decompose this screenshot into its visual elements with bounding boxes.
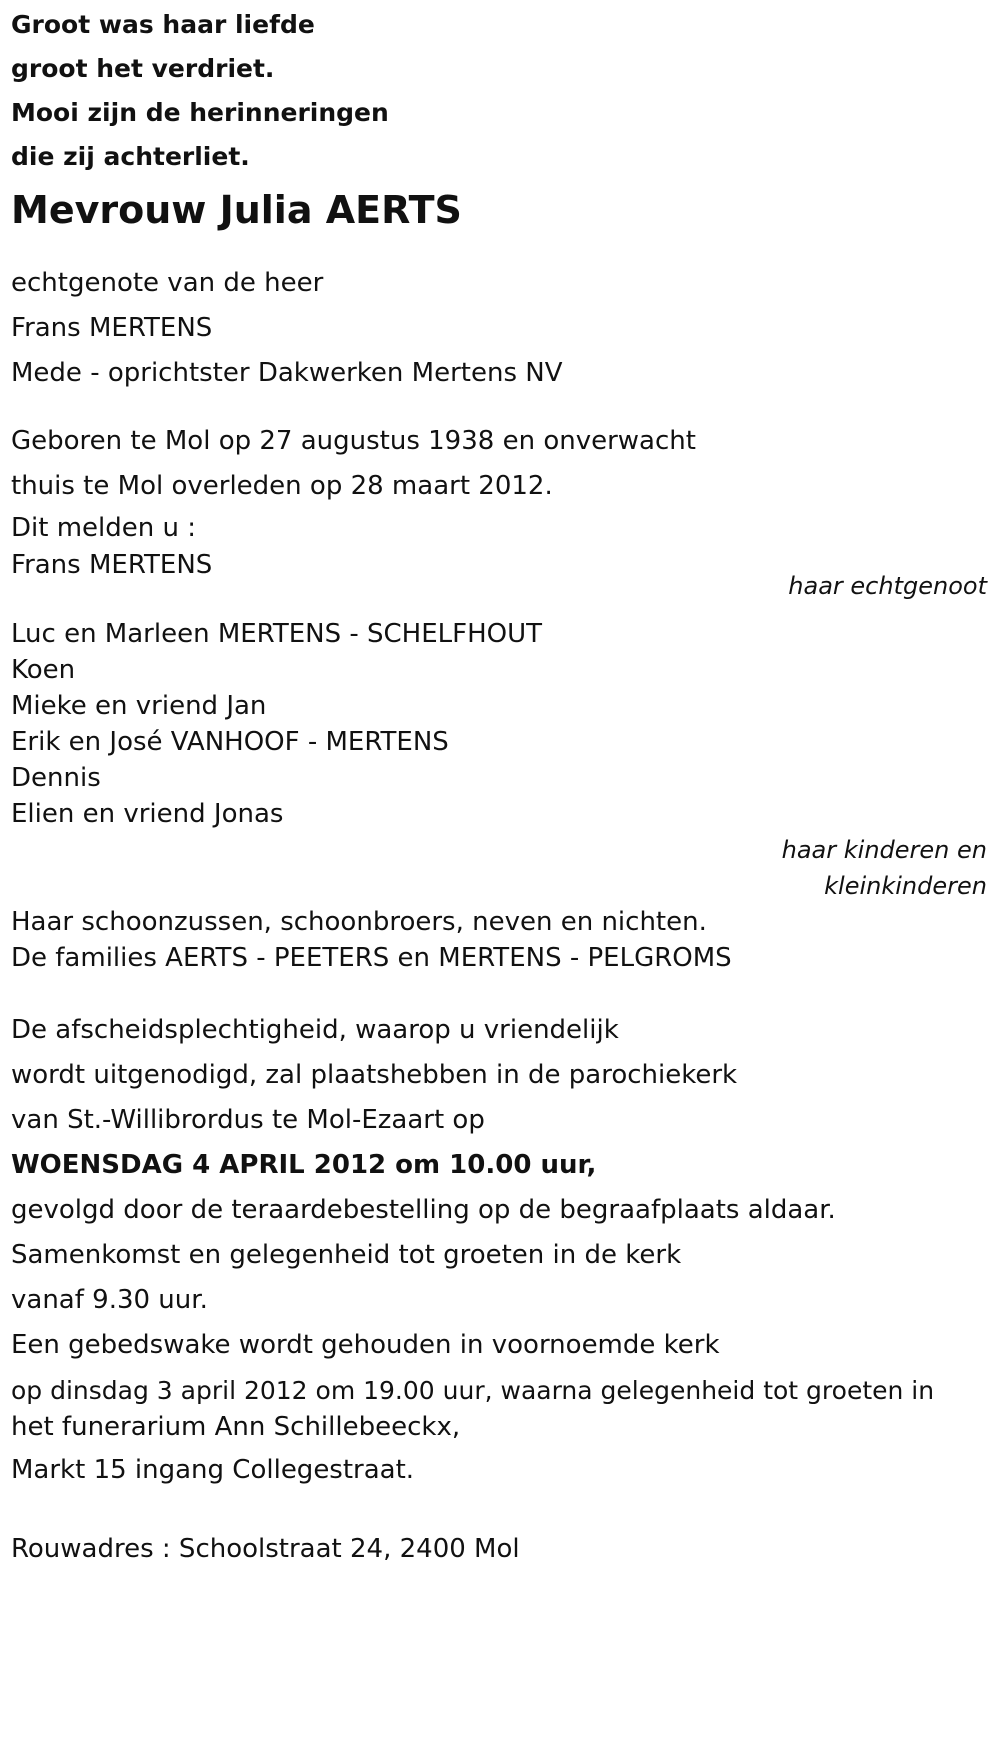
poem-line: die zij achterliet. — [11, 142, 250, 171]
ceremony-line: het funerarium Ann Schillebeeckx, — [11, 1411, 461, 1442]
list-item: Elien en vriend Jonas — [11, 798, 284, 829]
spouse-role: haar echtgenoot — [788, 571, 987, 600]
children-list — [11, 616, 989, 832]
list-item: Koen — [11, 654, 76, 685]
ceremony-line: van St.-Willibrordus te Mol-Ezaart op — [11, 1104, 485, 1135]
mourning-address: Rouwadres : Schoolstraat 24, 2400 Mol — [11, 1533, 520, 1564]
poem-line: Groot was haar liefde — [11, 10, 315, 39]
intro-block — [11, 261, 989, 396]
birth-line: Geboren te Mol op 27 augustus 1938 en onverwacht — [11, 425, 696, 456]
ceremony-line: op dinsdag 3 april 2012 om 19.00 uur, waarna gelegenheid tot groeten in — [11, 1375, 935, 1405]
spouse-line: echtgenote van de heer — [11, 267, 324, 298]
extended-family-line: Haar schoonzussen, schoonbroers, neven en nichten. — [11, 906, 707, 937]
announcers-intro: Dit melden u : — [11, 512, 196, 543]
ceremony-line: vanaf 9.30 uur. — [11, 1284, 208, 1315]
ceremony-line: Samenkomst en gelegenheid tot groeten in de kerk — [11, 1239, 682, 1270]
list-item: Dennis — [11, 762, 101, 793]
announcers-block — [11, 509, 989, 976]
ceremony-line: De afscheidsplechtigheid, waarop u vriendelijk — [11, 1014, 619, 1045]
ceremony-line: wordt uitgenodigd, zal plaatshebben in de parochiekerk — [11, 1059, 738, 1090]
ceremony-block — [11, 1008, 989, 1499]
list-item: Luc en Marleen MERTENS - SCHELFHOUT — [11, 618, 543, 649]
children-role-line-1: haar kinderen en — [781, 835, 987, 864]
families-line: De families AERTS - PEETERS en MERTENS - PELGROMS — [11, 942, 732, 973]
ceremony-line: gevolgd door de teraardebestelling op de begraafplaats aldaar. — [11, 1194, 836, 1225]
children-role-line-2: kleinkinderen — [824, 871, 987, 900]
poem — [11, 0, 989, 181]
list-item: Erik en José VANHOOF - MERTENS — [11, 726, 449, 757]
spouse-name: Frans MERTENS — [11, 312, 213, 343]
ceremony-date: WOENSDAG 4 APRIL 2012 om 10.00 uur, — [11, 1149, 597, 1180]
ceremony-line: Markt 15 ingang Collegestraat. — [11, 1454, 415, 1485]
death-line: thuis te Mol overleden op 28 maart 2012. — [11, 470, 553, 501]
poem-line: groot het verdriet. — [11, 54, 275, 83]
company-line: Mede - oprichtster Dakwerken Mertens NV — [11, 357, 563, 388]
poem-line: Mooi zijn de herinneringen — [11, 98, 389, 127]
ceremony-line: Een gebedswake wordt gehouden in voornoemde kerk — [11, 1329, 720, 1360]
announcer-spouse: Frans MERTENS — [11, 549, 213, 580]
deceased-name: Mevrouw Julia AERTS — [11, 188, 462, 232]
birth-death-block — [11, 419, 989, 509]
list-item: Mieke en vriend Jan — [11, 690, 267, 721]
